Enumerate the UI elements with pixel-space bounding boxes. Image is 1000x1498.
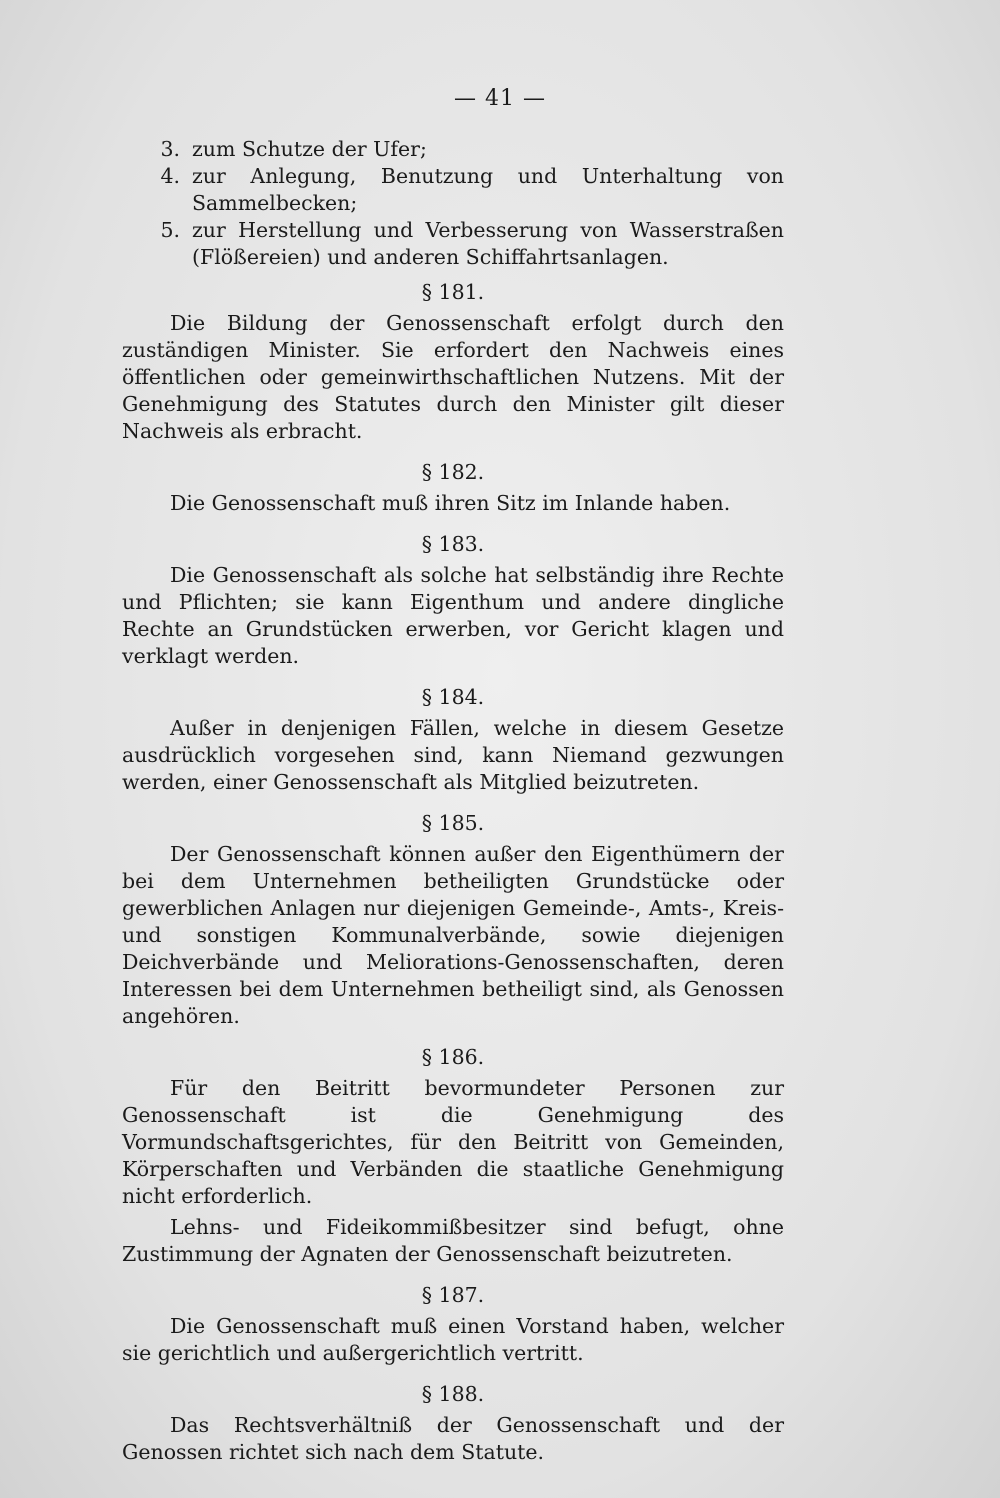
- section-188: [122, 1381, 784, 1466]
- section-paragraph: Das Rechtsverhältniß der Genossenschaft und der Genossen richtet sich nach dem Statute.: [122, 1413, 784, 1464]
- section-184: [122, 684, 784, 796]
- section-heading: § 186.: [421, 1045, 485, 1069]
- section-heading: § 183.: [421, 532, 485, 556]
- section-paragraph: Die Genossenschaft muß einen Vorstand haben, welcher sie gerichtlich und außergerichtlich vertritt.: [122, 1314, 784, 1365]
- list-item-number: 5.: [160, 218, 180, 242]
- page-number: — 41 —: [454, 86, 546, 111]
- section-paragraph: Für den Beitritt bevormundeter Personen zur Genossenschaft ist die Genehmigung des Vormundschaftsgerichtes, für den Beitritt von Gemeinden, Körperschaften und Verbänden die staatliche Genehmigung nicht erforderlich.: [122, 1076, 784, 1208]
- section-heading: § 188.: [421, 1382, 485, 1406]
- list-item-number: 4.: [160, 164, 180, 188]
- section-paragraph: Lehns- und Fideikommißbesitzer sind befugt, ohne Zustimmung der Agnaten der Genossenschaft beizutreten.: [122, 1215, 784, 1266]
- section-heading: § 184.: [421, 685, 485, 709]
- section-187: [122, 1282, 784, 1367]
- section-186: [122, 1044, 784, 1268]
- section-heading: § 182.: [421, 460, 485, 484]
- section-heading: § 187.: [421, 1283, 485, 1307]
- section-paragraph: Die Genossenschaft als solche hat selbständig ihre Rechte und Pflichten; sie kann Eigenthum und andere dingliche Rechte an Grundstücken erwerben, vor Gericht klagen und verklagt werden.: [122, 563, 784, 668]
- list-item: [122, 136, 784, 163]
- page-content: [122, 136, 784, 1480]
- list-item: [122, 217, 784, 271]
- section-185: [122, 810, 784, 1030]
- list-item-text: zum Schutze der Ufer;: [192, 137, 427, 161]
- numbered-list: [122, 136, 784, 271]
- section-183: [122, 531, 784, 670]
- section-paragraph: Die Genossenschaft muß ihren Sitz im Inlande haben.: [170, 491, 731, 515]
- section-181: [122, 279, 784, 445]
- list-item-text: zur Anlegung, Benutzung und Unterhaltung von Sammelbecken;: [192, 164, 784, 215]
- section-paragraph: Die Bildung der Genossenschaft erfolgt durch den zuständigen Minister. Sie erfordert den Nachweis eines öffentlichen oder gemeinwirthschaftlichen Nutzens. Mit der Genehmigung des Statutes durch den Minister gilt dieser Nachweis als erbracht.: [122, 311, 784, 443]
- section-paragraph: Außer in denjenigen Fällen, welche in diesem Gesetze ausdrücklich vorgesehen sind, kann Niemand gezwungen werden, einer Genossenschaft als Mitglied beizutreten.: [122, 716, 784, 794]
- section-heading: § 185.: [421, 811, 485, 835]
- list-item-number: 3.: [160, 137, 180, 161]
- list-item: [122, 163, 784, 217]
- section-heading: § 181.: [421, 280, 485, 304]
- section-182: [122, 459, 784, 517]
- list-item-text: zur Herstellung und Verbesserung von Wasserstraßen (Flößereien) und anderen Schiffahrtsanlagen.: [192, 218, 784, 269]
- section-paragraph: Der Genossenschaft können außer den Eigenthümern der bei dem Unternehmen betheiligten Grundstücke oder gewerblichen Anlagen nur diejenigen Gemeinde-, Amts-, Kreis- und sonstigen Kommunalverbände, sowie diejenigen Deichverbände und Meliorations-Genossenschaften, deren Interessen bei dem Unternehmen betheiligt sind, als Genossen angehören.: [122, 842, 784, 1028]
